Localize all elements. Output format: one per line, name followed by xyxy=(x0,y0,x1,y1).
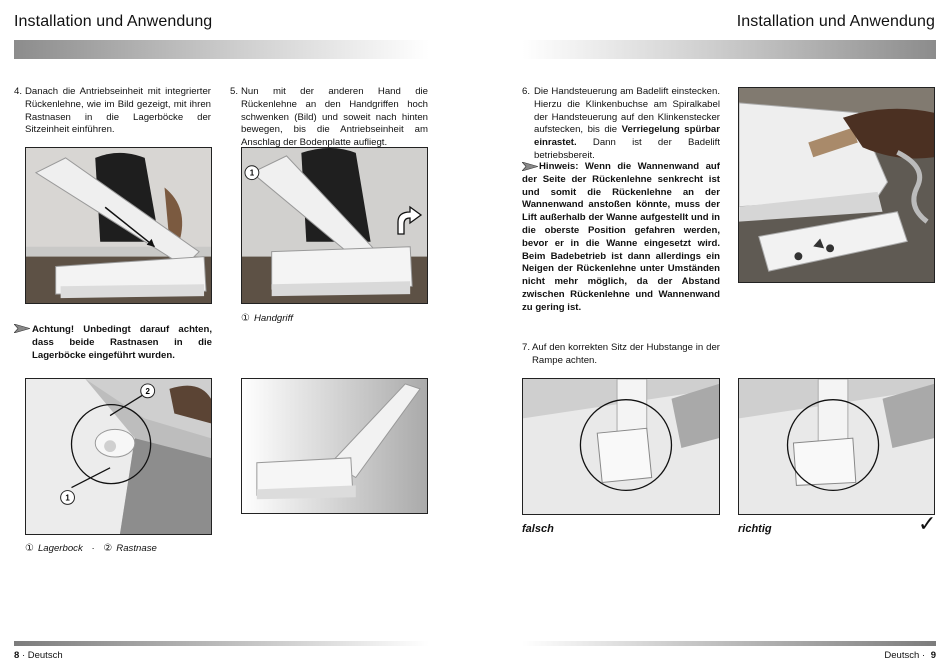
left-footer-lang: Deutsch xyxy=(27,650,63,660)
step-5-text: Nun mit der anderen Hand die Rückenlehne an den Handgriffen hoch schwenken (Bild) und soweit nach hinten bewegen, bis die Antriebseinheit am Anschlag der Bodenplatte aufliegt. xyxy=(241,86,428,149)
curved-arrow-icon xyxy=(394,200,424,235)
step-5-number: 5. xyxy=(230,86,239,97)
step-7-text: Auf den korrekten Sitz der Hubstange in der Rampe achten. xyxy=(532,342,720,366)
step-4-text: Danach die Antriebseinheit mit integrierter Rückenlehne, wie im Bild gezeigt, mit ihren Rastnasen in die Lagerböcke der Sitzeinheit einführen. xyxy=(25,86,211,136)
caption-separator: · xyxy=(91,543,95,554)
caption-rastnase: Rastnase xyxy=(116,543,157,554)
photo-right-seat xyxy=(738,378,935,515)
pointing-arrow-icon xyxy=(14,324,30,333)
step-4-number: 4. xyxy=(14,86,23,97)
photo-wrong-seat xyxy=(522,378,720,515)
photo-3-marker-1: 1 xyxy=(65,493,70,503)
left-page-title: Installation und Anwendung xyxy=(14,13,213,30)
right-footer-bar xyxy=(522,641,936,646)
photo-2-caption xyxy=(241,313,293,324)
caption-lagerbock: Lagerbock xyxy=(37,543,83,554)
photo-2-marker: 1 xyxy=(249,168,255,178)
hint-text: Hinweis: Wenn die Wannenwand auf der Seite der Rückenlehne senkrecht ist und somit die Rückenlehne an der Wannenwand anstoßen könnte, muss der Lift außerhalb der Wanne aufgestellt und in die oberste Position gefahren werden, bevor er in die Wanne eingesetzt wird. Beim Badebetrieb ist dann allerdings ein Neigen der Rückenlehne unter Umständen nicht mehr möglich, da der Abstand zwischen Rückenlehne und Wannenwand zu gering ist. xyxy=(522,161,720,313)
left-footer xyxy=(14,650,63,660)
step-6-text-bold: Verriegelung spürbar einrastet. xyxy=(534,124,720,149)
caption-marker-1: ① xyxy=(241,313,250,324)
photo-bearing-detail xyxy=(25,378,212,535)
right-footer xyxy=(884,650,936,660)
step-6-number: 6. xyxy=(522,86,531,97)
photo-3-marker-2: 2 xyxy=(145,386,150,396)
left-header-bar xyxy=(14,40,429,59)
right-page-title: Installation und Anwendung xyxy=(736,13,935,30)
step-6 xyxy=(522,86,720,163)
left-footer-bar xyxy=(14,641,429,646)
step-4 xyxy=(14,86,211,137)
checkmark-icon: ✓ xyxy=(918,512,937,537)
caption-handgriff: Handgriff xyxy=(253,313,293,324)
label-richtig: richtig xyxy=(738,523,772,535)
caption-marker-lagerbock: ① xyxy=(25,543,34,554)
caption-marker-rastnase: ② xyxy=(103,543,113,554)
step-7-number: 7. xyxy=(522,342,531,353)
step-7 xyxy=(522,342,720,368)
right-footer-lang: Deutsch xyxy=(884,650,920,660)
photo-3-caption xyxy=(25,543,157,554)
warning-text: Achtung! Unbedingt darauf achten, dass beide Rastnasen in die Lagerböcke eingeführt wurden. xyxy=(32,324,212,361)
left-page-number: 8 xyxy=(14,650,20,660)
step-6-text-2: Dann ist der Badelift betriebsbereit. xyxy=(534,137,720,161)
photo-assembled-lift xyxy=(241,378,428,514)
step-5 xyxy=(230,86,428,150)
photo-insert-drive-unit xyxy=(25,147,212,304)
right-footer-separator: · xyxy=(921,650,926,660)
right-header-bar xyxy=(522,40,936,59)
step-6-text-1: Die Handsteuerung am Badelift einstecken. Hierzu die Klinkenbuchse am Spiralkabel der Handsteuerung auf den Klinkenstecker aufstecken, bis die xyxy=(534,86,720,136)
photo-hand-control xyxy=(738,87,935,283)
label-falsch: falsch xyxy=(522,523,554,535)
left-footer-separator: · xyxy=(21,650,26,660)
right-page-number: 9 xyxy=(930,650,936,660)
